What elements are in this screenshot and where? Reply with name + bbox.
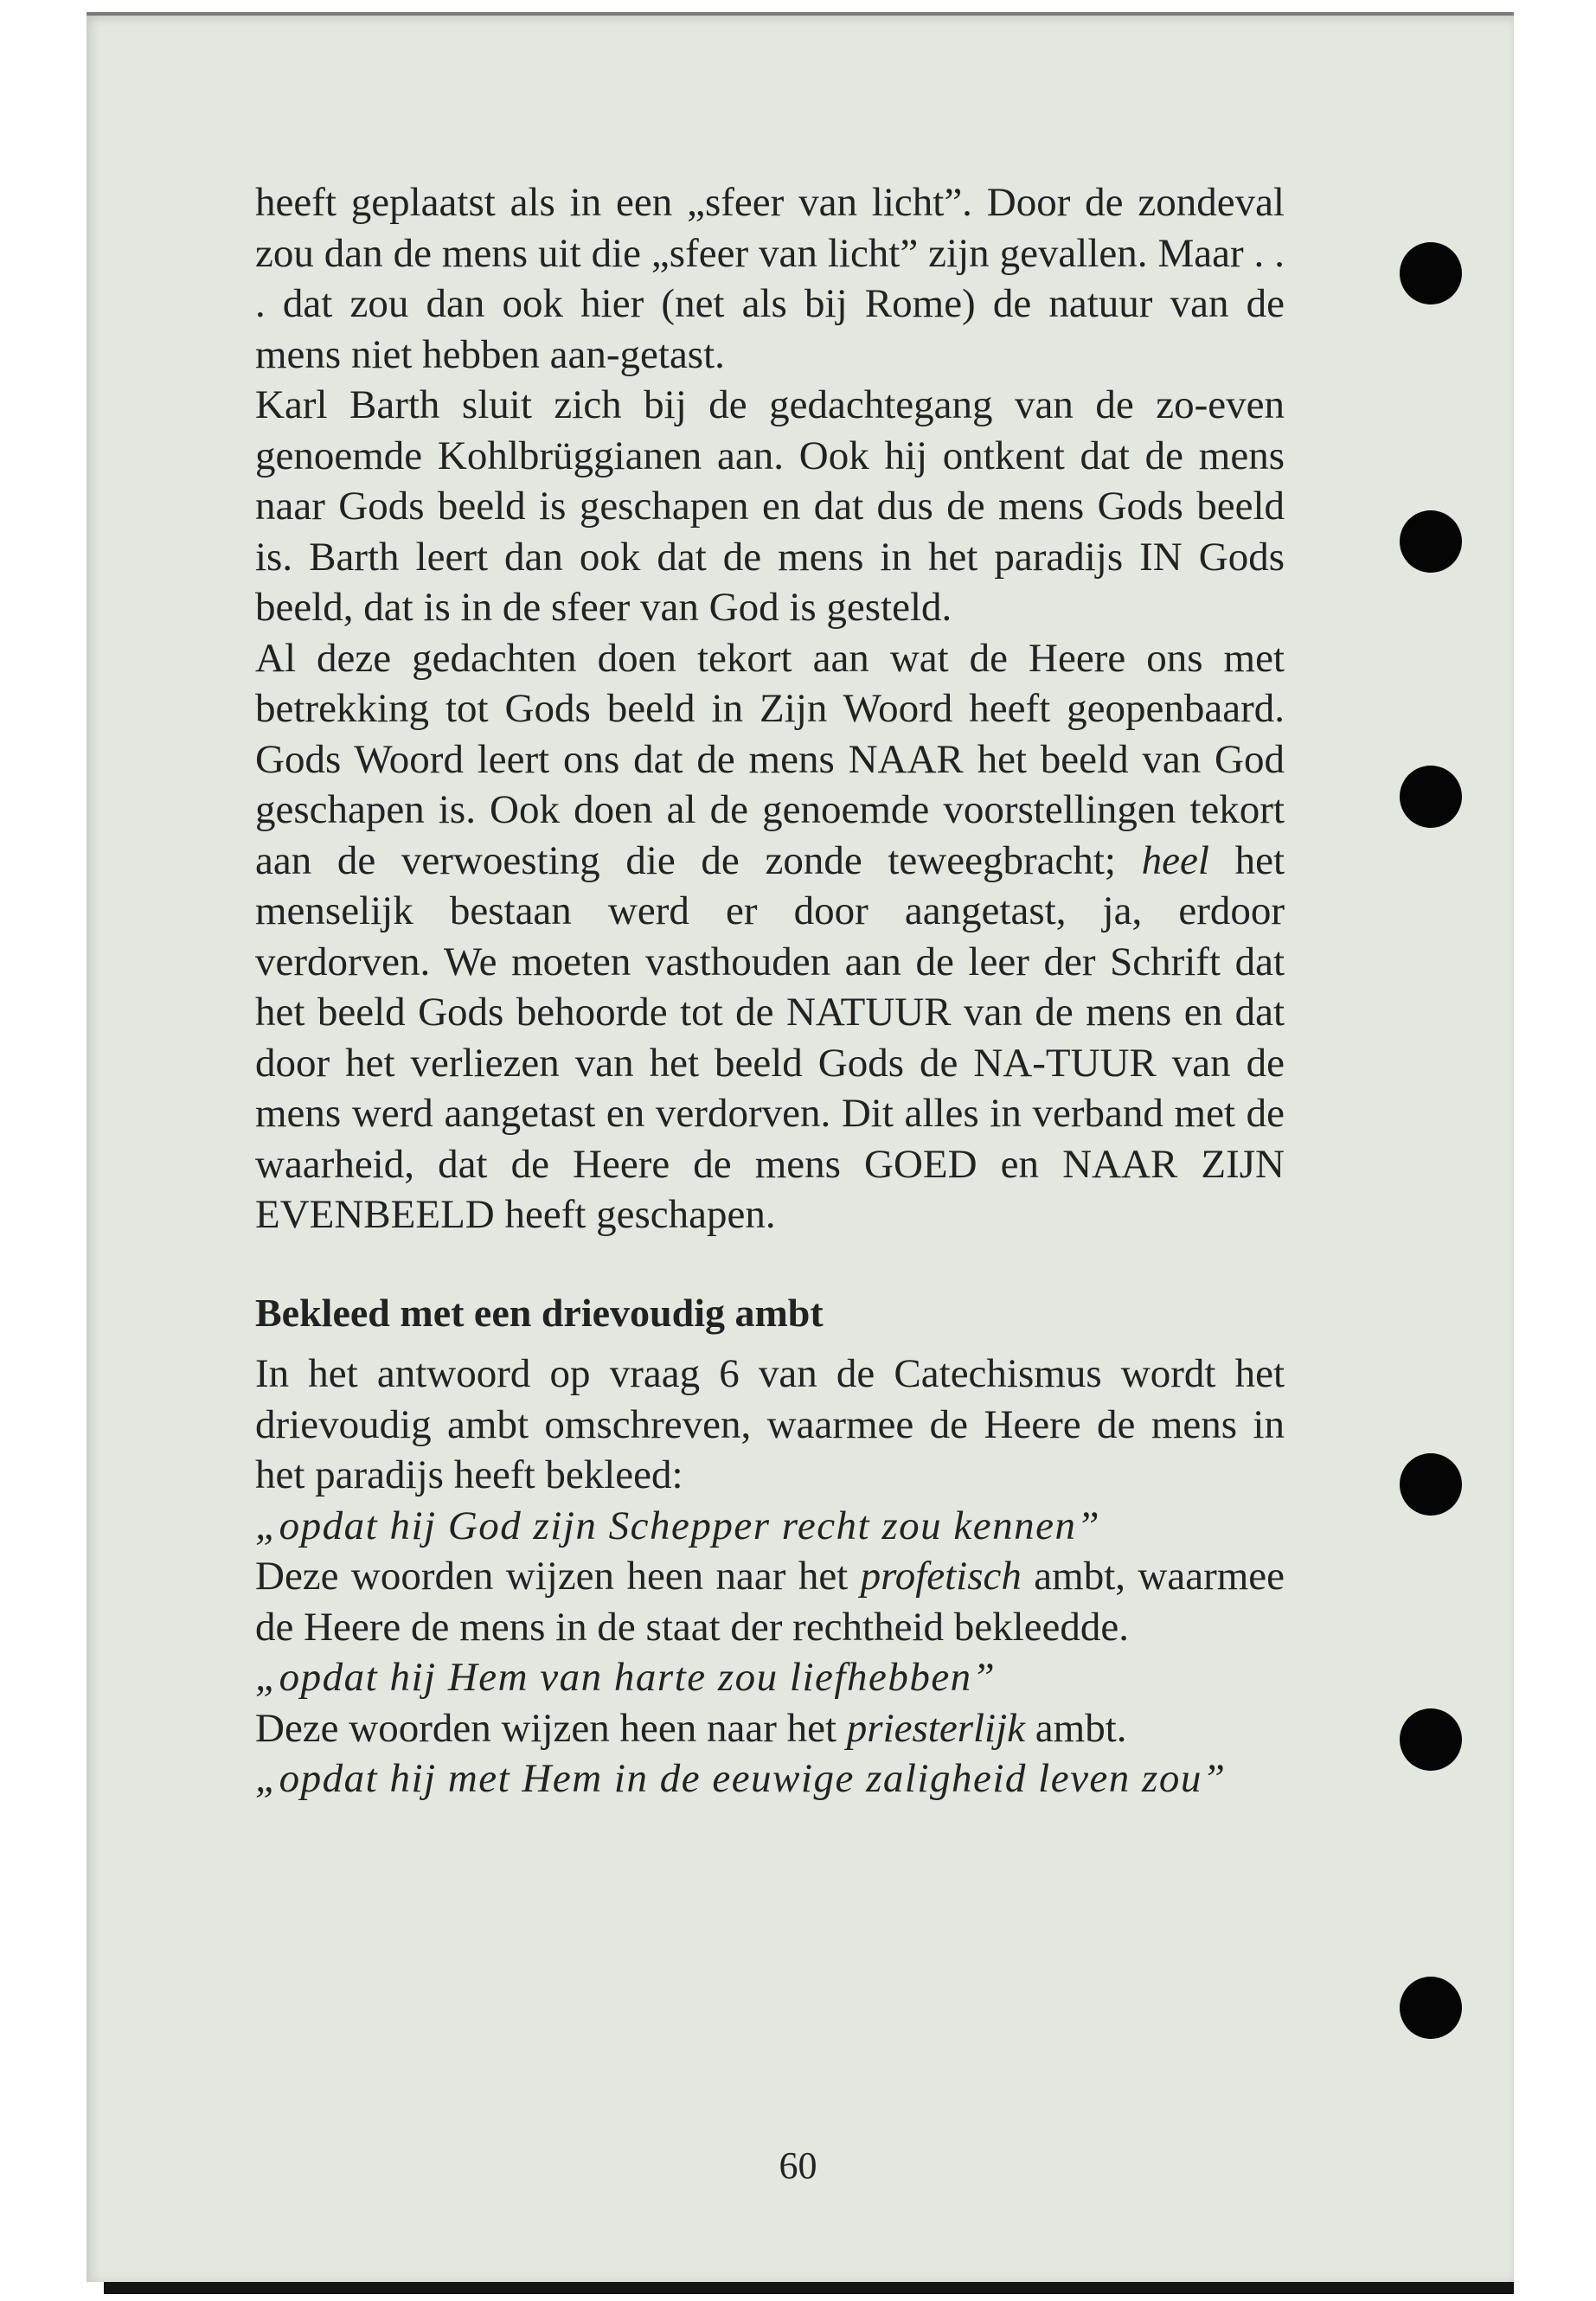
- page-bottom-edge: [104, 2282, 1514, 2294]
- page-number: 60: [779, 2144, 817, 2187]
- punch-hole-1: [1400, 242, 1462, 304]
- explanation-2: [255, 1703, 1285, 1754]
- punch-hole-2: [1400, 510, 1462, 573]
- punch-hole-5: [1400, 1708, 1462, 1771]
- explanation-1-after: ambt, waarmee de Heere de mens in de staat der rechtheid bekleedde.: [255, 1554, 1285, 1650]
- emphasis-heel: heel: [1141, 837, 1209, 883]
- punch-hole-4: [1400, 1453, 1462, 1516]
- paragraph-3: [255, 633, 1285, 1240]
- explanation-1-before: Deze woorden wijzen heen naar het: [255, 1554, 849, 1599]
- page-body: [255, 177, 1285, 1804]
- explanation-1: [255, 1551, 1285, 1652]
- explanation-2-after: ambt.: [1035, 1705, 1127, 1751]
- paragraph-1: heeft geplaatst als in een „sfeer van licht”. Door de zondeval zou dan de mens uit die „sfeer van licht” zijn gevallen. Maar . . . dat zou dan ook hier (net als bij Rome) de natuur van de mens niet hebben aan-getast.: [255, 180, 1285, 377]
- paragraph-3-before: Al deze gedachten doen tekort aan wat de Heere ons met betrekking tot Gods beeld in Zijn Woord heeft geopenbaard. Gods Woord leert ons dat de mens NAAR het beeld van God geschapen is. Ook doen al de genoemde voorstellingen tekort aan de verwoesting die de zonde teweegbracht;: [255, 635, 1285, 883]
- punch-hole-3: [1400, 766, 1462, 828]
- emphasis-profetisch: profetisch: [860, 1554, 1022, 1599]
- quote-3: „opdat hij met Hem in de eeuwige zaligheid leven zou”: [255, 1756, 1227, 1801]
- quote-2: „opdat hij Hem van harte zou liefhebben”: [255, 1655, 997, 1700]
- paragraph-3-after: het menselijk bestaan werd er door aangetast, ja, erdoor verdorven. We moeten vasthouden aan de leer der Schrift dat het beeld Gods behoorde tot de NATUUR van de mens en dat door het verliezen van het beeld Gods de NA-TUUR van de mens werd aangetast en verdorven. Dit alles in verband met de waarheid, dat de Heere de mens GOED en NAAR ZIJN EVENBEELD heeft geschapen.: [255, 837, 1285, 1237]
- section-intro: In het antwoord op vraag 6 van de Catechismus wordt het drievoudig ambt omschreven, waarmee de Heere de mens in het paradijs heeft bekleed:: [255, 1351, 1285, 1497]
- emphasis-priesterlijk: priesterlijk: [846, 1705, 1026, 1751]
- punch-hole-6: [1400, 1977, 1462, 2039]
- quote-1: „opdat hij God zijn Schepper recht zou kennen”: [255, 1503, 1101, 1548]
- section-heading: Bekleed met een drievoudig ambt: [255, 1290, 824, 1335]
- explanation-2-before: Deze woorden wijzen heen naar het: [255, 1705, 837, 1751]
- paragraph-2: Karl Barth sluit zich bij de gedachtegang van de zo-even genoemde Kohlbrüggianen aan. Ook hij ontkent dat de mens naar Gods beeld is geschapen en dat dus de mens Gods beeld is. Barth leert dan ook dat de mens in het paradijs IN Gods beeld, dat is in de sfeer van God is gesteld.: [255, 382, 1285, 630]
